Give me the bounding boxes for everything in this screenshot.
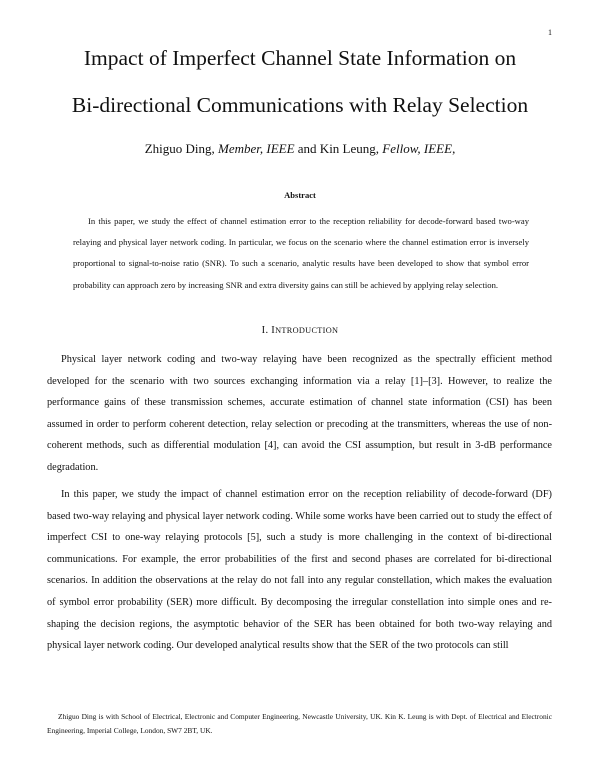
page-number: 1: [548, 28, 552, 37]
author-line-trail: ,: [452, 141, 456, 156]
abstract-heading: Abstract: [284, 190, 316, 200]
author-conjunction: and Kin Leung,: [294, 141, 383, 156]
author-line: [30, 141, 570, 157]
author-affiliation-footnote: Zhiguo Ding is with School of Electrical, Electronic and Computer Engineering, Newcastle University, UK. Kin K. Leung is with Dept. of Electrical and Electronic Engineering, Imperial College, London, SW7 2BT, UK.: [47, 712, 552, 735]
paper-title-line-1: Impact of Imperfect Channel State Information on: [83, 46, 517, 70]
section-heading-introduction: [0, 325, 600, 336]
author-1-name: Zhiguo Ding,: [144, 141, 218, 156]
intro-paragraph-1: Physical layer network coding and two-way relaying have been recognized as the spectrally efficient method developed for the scenario with two sources exchanging information via a relay [1]–[3]. However, to realize the performance gains of these transmission schemes, accurate estimation of channel state information (CSI) has been assumed in order to perform coherent detection, relay selection or precoding at the transmitters, whereas the use of non-coherent methods, such as differential modulation [4], can avoid the CSI assumption, but result in 3-dB performance degradation.: [47, 354, 552, 473]
intro-paragraph-2: In this paper, we study the impact of channel estimation error on the reception reliability of decode-forward (DF) based two-way relaying and physical layer network coding. While some works have been carried out to study the effect of imperfect CSI to one-way relaying protocols [5], such a study is more challenging in the context of bi-directional communications. For example, the error probabilities of the first and second phases are correlated for bi-directional scenarios. In addition the observations at the relay do not fall into any regular constellation, which makes the evaluation of symbol error probability (SER) more difficult. By decomposing the irregular constellation into simple ones and re-shaping the decision regions, the asymptotic behavior of the SER has been obtained for both two-way relaying and physical layer network coding. Our developed analytical results show that the SER of the two protocols can still: [47, 489, 552, 652]
section-title: NTRODUCTION: [275, 326, 339, 335]
paper-title-line-2: Bi-directional Communications with Relay Selection: [71, 93, 529, 117]
section-numeral: I. I: [261, 325, 276, 336]
author-1-affiliation: Member, IEEE: [218, 141, 295, 156]
author-2-affiliation: Fellow, IEEE: [382, 141, 453, 156]
abstract-body: In this paper, we study the effect of channel estimation error to the reception reliability for decode-forward based two-way relaying and physical layer network coding. In particular, we focus on the scenario where the channel estimation error is inversely proportional to signal-to-noise ratio (SNR). To such a scenario, analytic results have been developed to show that symbol error probability can approach zero by increasing SNR and extra diversity gains can still be achieved by applying relay selection.: [73, 216, 529, 290]
